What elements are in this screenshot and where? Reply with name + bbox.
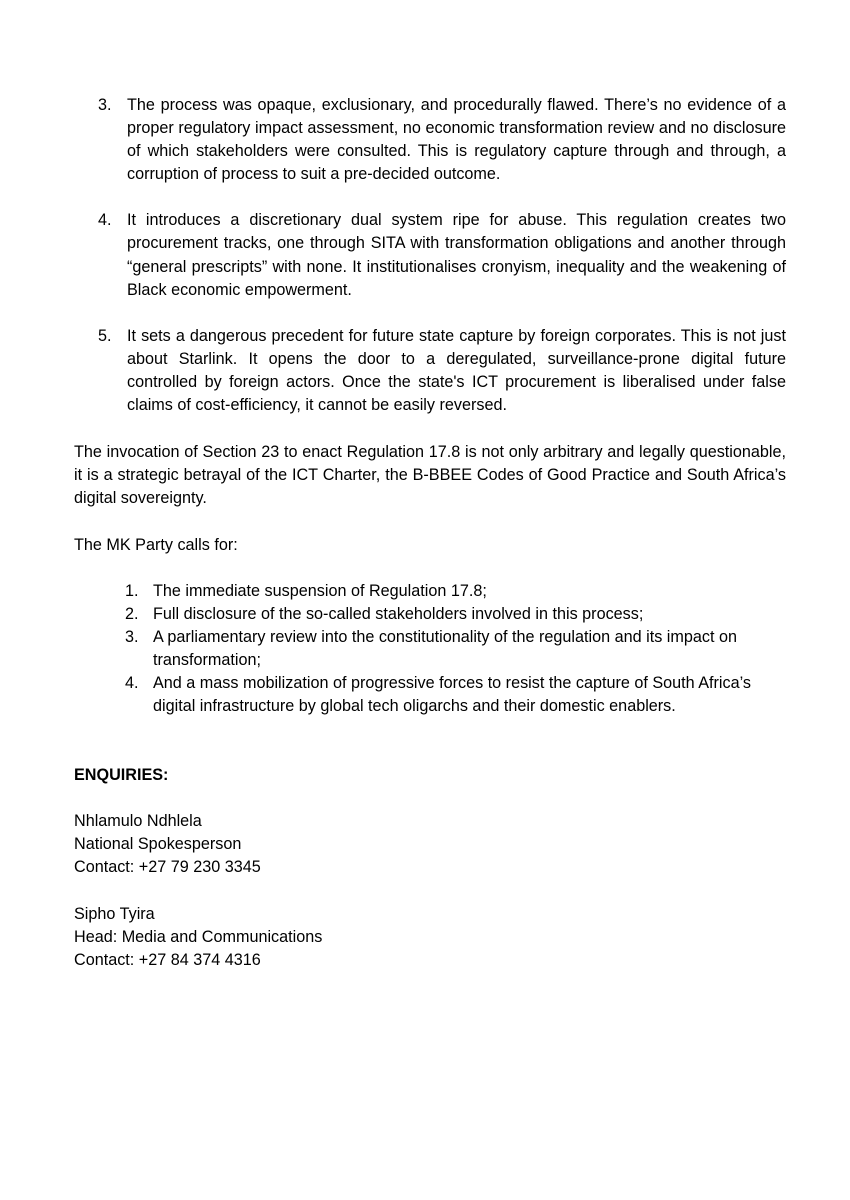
call-number: 1.	[125, 582, 139, 600]
call-item-1	[125, 580, 786, 603]
call-item-4	[125, 672, 786, 718]
contact-block	[74, 810, 261, 879]
grievance-list	[98, 94, 786, 440]
call-item-3	[125, 626, 786, 672]
grievance-item-3	[98, 94, 786, 186]
calls-intro: The MK Party calls for:	[74, 536, 238, 554]
item-text: It introduces a discretionary dual system ripe for abuse. This regulation creates two procurement tracks, one through SITA with transformation obligations and another through “general prescripts” with none. It institutionalises cronyism, inequality and the weakening of Black economic empowerment.	[127, 211, 786, 299]
invocation-paragraph: The invocation of Section 23 to enact Regulation 17.8 is not only arbitrary and legally questionable, it is a strategic betrayal of the ICT Charter, the B-BBEE Codes of Good Practice and South Africa’s digital sovereignty.	[74, 443, 786, 508]
item-number: 4.	[98, 211, 112, 230]
item-text: The process was opaque, exclusionary, and procedurally flawed. There’s no evidence of a proper regulatory impact assessment, no economic transformation review and no disclosure of which stakeholders were consulted. This is regulatory capture through and through, a corruption of process to suit a pre-decided outcome.	[127, 96, 786, 184]
enquiries-heading: ENQUIRIES:	[74, 766, 169, 784]
contact-phone: Contact: +27 84 374 4316	[74, 951, 261, 970]
call-text: Full disclosure of the so-called stakeholders involved in this process;	[153, 605, 644, 624]
grievance-item-4	[98, 209, 786, 301]
item-text: It sets a dangerous precedent for future state capture by foreign corporates. This is not just about Starlink. It opens the door to a deregulated, surveillance-prone digital future controlled by foreign actors. Once the state's ICT procurement is liberalised under false claims of cost-efficiency, it cannot be easily reversed.	[127, 326, 786, 415]
item-number: 5.	[98, 326, 112, 345]
calls-list	[125, 580, 786, 719]
contact-name: Nhlamulo Ndhlela	[74, 812, 202, 830]
call-number: 2.	[125, 605, 139, 624]
contact-phone: Contact: +27 79 230 3345	[74, 858, 261, 877]
grievance-item-5	[98, 325, 786, 417]
item-number: 3.	[98, 96, 112, 114]
contact-name: Sipho Tyira	[74, 905, 155, 923]
call-text: A parliamentary review into the constitutionality of the regulation and its impact on transformation;	[153, 628, 737, 670]
call-item-2	[125, 603, 786, 626]
call-number: 3.	[125, 628, 139, 647]
call-text: The immediate suspension of Regulation 17.8;	[153, 582, 487, 600]
contact-title: National Spokesperson	[74, 835, 242, 854]
call-number: 4.	[125, 674, 139, 693]
contact-block	[74, 903, 322, 972]
contact-title: Head: Media and Communications	[74, 928, 323, 947]
call-text: And a mass mobilization of progressive forces to resist the capture of South Africa’s digital infrastructure by global tech oligarchs and their domestic enablers.	[153, 674, 752, 716]
